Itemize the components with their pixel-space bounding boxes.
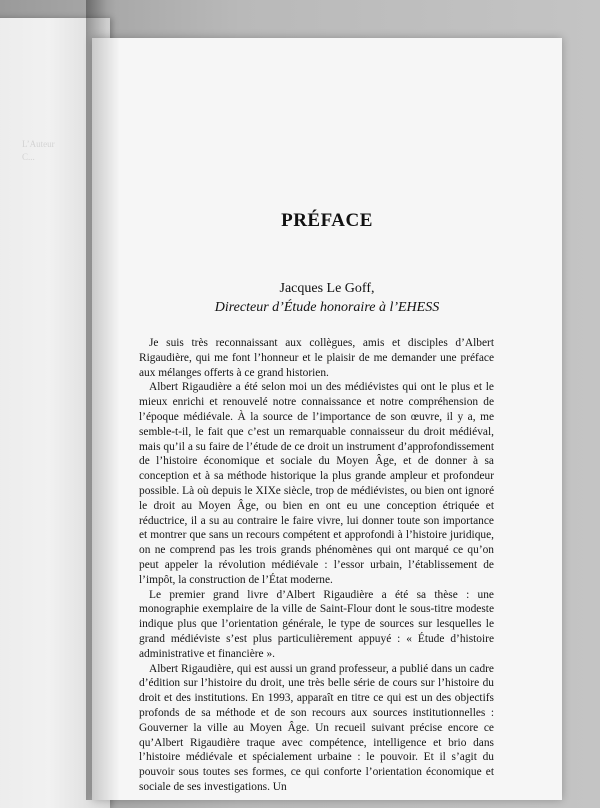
paragraph: Le premier grand livre d’Albert Rigaudière a été sa thèse : une monographie exemplaire de la ville de Saint-Flour dont le sous-titre modeste indique plus que l’orientation générale, le type de sources sur lesquelles le grand médiéviste s’est plus particulièrement appuyé : « Étude d’histoire administrative et financière ». [139,588,494,660]
author-affiliation: Directeur d’Étude honoraire à l’EHESS [214,300,440,315]
author-name: Jacques Le Goff, [279,281,375,296]
right-page [92,38,562,800]
left-page-text: L’Auteur C... [22,139,55,162]
paragraph: Albert Rigaudière, qui est aussi un grand professeur, a publié dans un cadre d’édition sur l’histoire du droit, une très belle série de cours sur l’histoire du droit et des institutions. En 1993, apparaît en titre ce qui est un des objectifs profonds de sa méthode et de son recours aux sources institutionnelles : Gouverner la ville au Moyen Âge. Un recueil suivant précise encore ce qu’Albert Rigaudière traque avec compétence, intelligence et brio dans l’histoire médiévale et spécialement urbaine : le pouvoir. Et il s’agit du pouvoir sous toutes ses formes, ce qui conforte l’orientation économique et sociale de ses investigations. Un [139,662,494,793]
preface-title: PRÉFACE [281,210,373,231]
preface-body [139,336,494,795]
paragraph: Je suis très reconnaissant aux collègues, amis et disciples d’Albert Rigaudière, qui me font l’honneur et le plaisir de me demander une préface aux mélanges offerts à ce grand historien. [139,337,494,379]
paragraph: Albert Rigaudière a été selon moi un des médiévistes qui ont le plus et le mieux enrichi et renouvelé notre connaissance et notre compréhension de l’époque médiévale. À la source de l’importance de son œuvre, il y a, me semble-t-il, le fait que c’est un remarquable connaisseur du droit médiéval, mais qu’il a su faire de l’étude de ce droit un instrument d’approfondissement de l’histoire économique et sociale du Moyen Âge, et de donner à sa conception et à sa méthode historique la plus grande ampleur et profondeur possible. Là où depuis le XIXe siècle, trop de médiévistes, ou bien ont ignoré le droit au Moyen Âge, ou bien en ont eu une conception étriquée et réductrice, il a su au contraire le faire vivre, lui donner toute son importance et montrer que sans un recours compétent et approfondi à l’histoire juridique, on ne comprend pas les trois grands phénomènes qui ont marqué ce qu’on peut appeler la révolution médiévale : l’essor urbain, l’établissement de l’impôt, la construction de l’État moderne. [139,381,494,586]
